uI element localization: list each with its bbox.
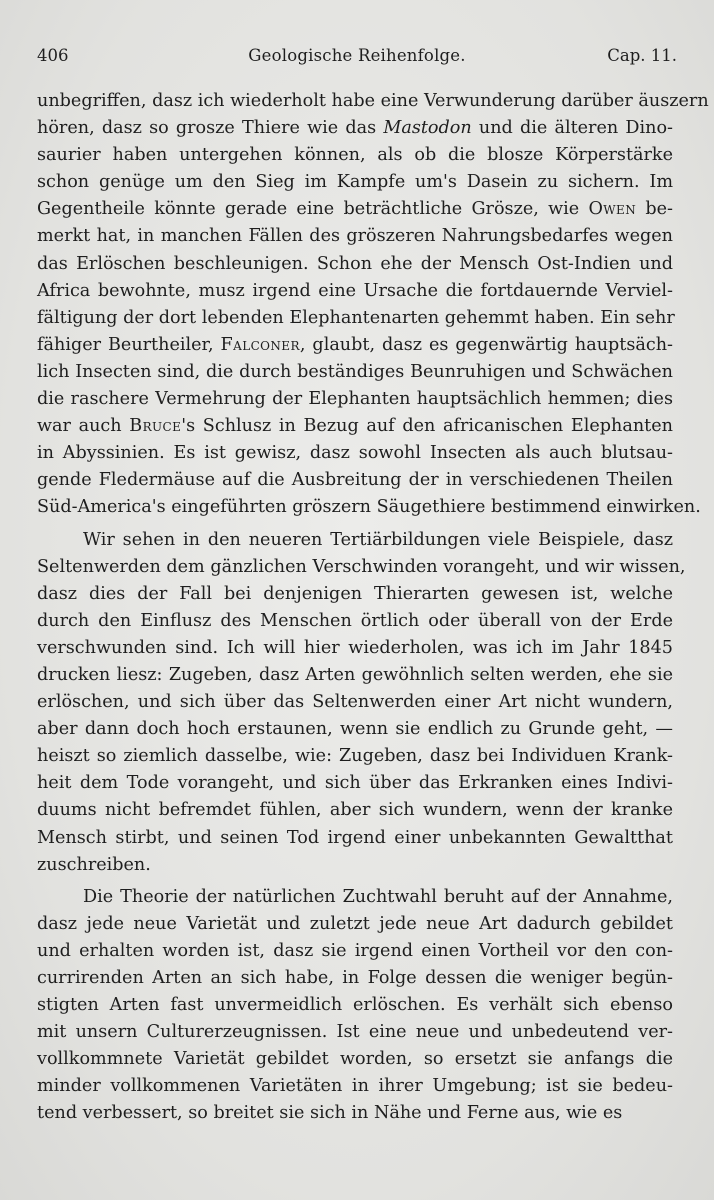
text-line: Mensch stirbt, und seinen Tod irgend einer unbekannten Gewaltthat (37, 827, 673, 848)
text-line: schon genüge um den Sieg im Kampfe um's Dasein zu sichern. Im (37, 172, 673, 193)
running-title: Geologische Reihenfolge. (248, 46, 466, 65)
text-line: Africa bewohnte, musz irgend eine Ursache die fortdauernde Verviel- (37, 280, 673, 301)
body-text (37, 88, 709, 1128)
text-line: in Abyssinien. Es ist gewisz, dasz sowohl Insecten als auch blutsau- (37, 443, 673, 464)
text-line: und erhalten worden ist, dasz sie irgend einen Vortheil vor den con- (37, 940, 673, 961)
text-line: minder vollkommenen Varietäten in ihrer Umgebung; ist sie bedeu- (37, 1076, 673, 1097)
text-line: fähiger Beurtheiler, Falconer, glaubt, dasz es gegenwärtig hauptsäch- (37, 334, 674, 355)
text-line: unbegriffen, dasz ich wiederholt habe eine Verwunderung darüber äuszern (37, 91, 709, 111)
text-line: duums nicht befremdet fühlen, aber sich wundern, wenn der kranke (37, 800, 673, 821)
text-line: Wir sehen in den neueren Tertiärbildungen viele Beispiele, dasz (83, 529, 673, 550)
text-line: aber dann doch hoch erstaunen, wenn sie endlich zu Grunde geht, — (37, 719, 673, 740)
text-line: heit dem Tode vorangeht, und sich über das Erkranken eines Indivi- (37, 773, 673, 794)
paragraph (37, 527, 686, 879)
text-line: gende Fledermäuse auf die Ausbreitung der in verschiedenen Theilen (37, 470, 673, 491)
paragraph (37, 884, 673, 1128)
running-head (37, 46, 677, 72)
text-line: Gegentheile könnte gerade eine beträchtliche Grösze, wie Owen be- (37, 199, 673, 220)
text-line: lich Insecten sind, die durch beständiges Beunruhigen und Schwächen (37, 361, 673, 382)
text-line: Seltenwerden dem gänzlichen Verschwinden vorangeht, und wir wissen, (37, 556, 686, 577)
paragraph (37, 88, 709, 522)
text-line: erlöschen, und sich über das Seltenwerden einer Art nicht wundern, (37, 692, 673, 713)
text-line: merkt hat, in manchen Fällen des gröszeren Nahrungsbedarfes wegen (37, 226, 673, 247)
text-line: Süd-America's eingeführten gröszern Säugethiere bestimmend einwirken. (37, 497, 701, 518)
text-line: das Erlöschen beschleunigen. Schon ehe der Mensch Ost-Indien und (37, 253, 673, 274)
text-line: mit unsern Culturerzeugnissen. Ist eine neue und unbedeutend ver- (37, 1022, 673, 1043)
text-line: heiszt so ziemlich dasselbe, wie: Zugeben, dasz bei Individuen Krank- (37, 746, 673, 767)
text-line: Die Theorie der natürlichen Zuchtwahl beruht auf der Annahme, (83, 886, 673, 907)
text-line: vollkommnete Varietät gebildet worden, so ersetzt sie anfangs die (37, 1049, 673, 1070)
page-number: 406 (37, 46, 69, 65)
text-line: stigten Arten fast unvermeidlich erlöschen. Es verhält sich ebenso (37, 995, 673, 1016)
text-line: durch den Einflusz des Menschen örtlich oder überall von der Erde (37, 610, 673, 631)
text-line: dasz dies der Fall bei denjenigen Thierarten gewesen ist, welche (37, 583, 673, 604)
text-line: verschwunden sind. Ich will hier wiederholen, was ich im Jahr 1845 (37, 637, 673, 658)
text-line: hören, dasz so grosze Thiere wie das Mastodon und die älteren Dino- (37, 118, 673, 139)
text-line: zuschreiben. (37, 854, 151, 875)
text-line: die raschere Vermehrung der Elephanten hauptsächlich hemmen; dies (37, 389, 673, 410)
text-line: saurier haben untergehen können, als ob die blosze Körperstärke (37, 145, 673, 166)
text-line: tend verbessert, so breitet sie sich in Nähe und Ferne aus, wie es (37, 1103, 623, 1124)
chapter-label: Cap. 11. (607, 46, 677, 65)
text-line: fältigung der dort lebenden Elephantenarten gehemmt haben. Ein sehr (37, 307, 675, 328)
text-line: war auch Bruce's Schlusz in Bezug auf den africanischen Elephanten (37, 416, 673, 437)
text-line: drucken liesz: Zugeben, dasz Arten gewöhnlich selten werden, ehe sie (37, 664, 673, 685)
text-line: currirenden Arten an sich habe, in Folge dessen die weniger begün- (37, 968, 673, 988)
text-line: dasz jede neue Varietät und zuletzt jede neue Art dadurch gebildet (37, 913, 673, 934)
